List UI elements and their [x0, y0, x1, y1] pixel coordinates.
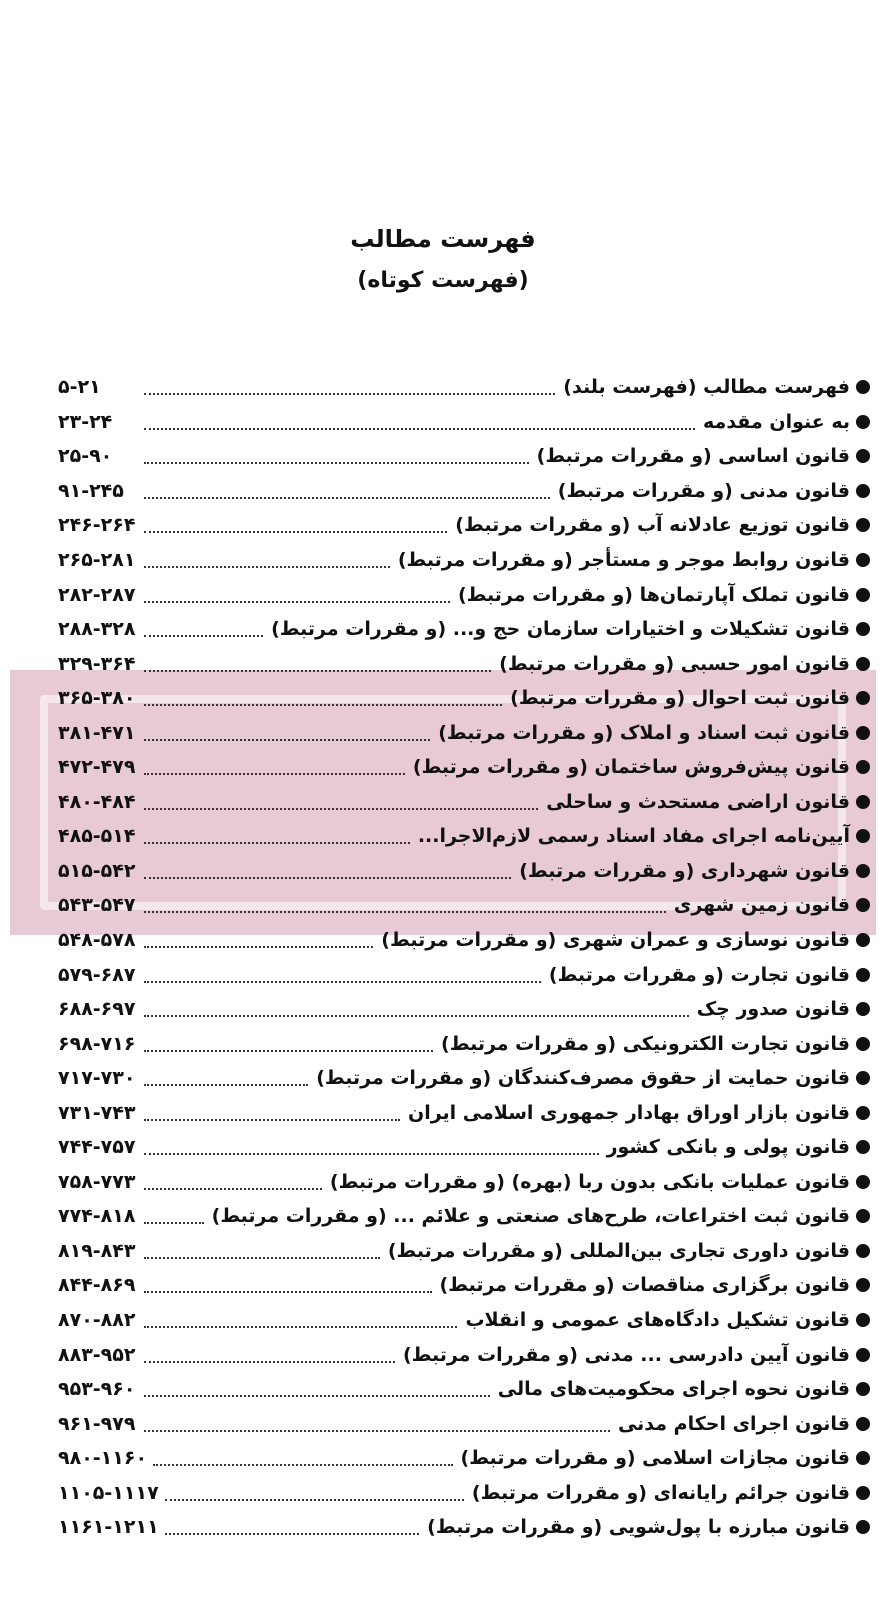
dot-leader — [144, 566, 390, 568]
bullet-icon — [856, 1313, 870, 1327]
dot-leader — [144, 842, 410, 844]
bullet-icon — [856, 1520, 870, 1534]
bullet-icon — [856, 1417, 870, 1431]
toc-entry — [58, 1337, 870, 1372]
bullet-icon — [856, 588, 870, 602]
dot-leader — [144, 808, 538, 810]
toc-entry-title: قانون ثبت احوال (و مقررات مرتبط) — [510, 687, 850, 710]
bullet-icon — [856, 1037, 870, 1051]
toc-entry-pages: ۵۷۹-۶۸۷ — [58, 963, 136, 986]
bullet-icon — [856, 657, 870, 671]
dot-leader — [144, 1015, 689, 1017]
toc-entry-pages: ۵۴۳-۵۴۷ — [58, 894, 136, 917]
toc-entry-pages: ۱۱۶۱-۱۲۱۱ — [58, 1516, 159, 1539]
toc-entry-title: قانون بازار اوراق بهادار جمهوری اسلامی ایران — [407, 1101, 850, 1124]
dot-leader — [144, 462, 529, 464]
toc-entry-pages: ۷۱۷-۷۳۰ — [58, 1067, 136, 1090]
dot-leader — [144, 1291, 432, 1293]
dot-leader — [144, 739, 430, 741]
bullet-icon — [856, 622, 870, 636]
bullet-icon — [856, 1451, 870, 1465]
toc-entry — [58, 1199, 870, 1234]
toc-entry — [58, 577, 870, 612]
toc-entry-pages: ۲۳-۲۴ — [58, 410, 113, 433]
toc-entry — [58, 715, 870, 750]
toc-entry-pages: ۵-۲۱ — [58, 376, 101, 399]
bullet-icon — [856, 1209, 870, 1223]
toc-entry-pages: ۱۱۰۵-۱۱۱۷ — [58, 1481, 159, 1504]
toc-entry-pages: ۳۶۵-۳۸۰ — [58, 687, 136, 710]
bullet-icon — [856, 1140, 870, 1154]
toc-entry — [58, 1268, 870, 1303]
toc-entry-pages: ۷۵۸-۷۷۳ — [58, 1170, 136, 1193]
toc-entry-pages: ۹۸۰-۱۱۶۰ — [58, 1447, 148, 1470]
toc-entry-pages: ۳۲۹-۳۶۴ — [58, 652, 136, 675]
toc-entry-title: قانون عملیات بانکی بدون ربا (بهره) (و مقررات مرتبط) — [329, 1170, 850, 1193]
toc-entry — [58, 1510, 870, 1545]
dot-leader — [144, 1084, 308, 1086]
bullet-icon — [856, 518, 870, 532]
toc-entry-title: قانون مبارزه با پول‌شویی (و مقررات مرتبط) — [427, 1516, 850, 1539]
dot-leader — [153, 1464, 452, 1466]
toc-entry — [58, 474, 870, 509]
toc-entry-title: قانون شهرداری (و مقررات مرتبط) — [519, 859, 850, 882]
toc-entry-pages: ۸۸۳-۹۵۲ — [58, 1343, 136, 1366]
toc-entry-pages: ۲۸۲-۲۸۷ — [58, 583, 136, 606]
bullet-icon — [856, 484, 870, 498]
toc-entry — [58, 785, 870, 820]
page-subtitle: (فهرست کوتاه) — [357, 268, 529, 293]
bullet-icon — [856, 795, 870, 809]
toc-entry — [58, 1061, 870, 1096]
toc-entry-title: قانون ثبت اختراعات، طرح‌های صنعتی و علائم ... (و مقررات مرتبط) — [211, 1205, 850, 1228]
toc-entry-pages: ۶۸۸-۶۹۷ — [58, 998, 136, 1021]
toc-entry — [58, 1476, 870, 1511]
dot-leader — [144, 1119, 400, 1121]
toc-entry-title: قانون پیش‌فروش ساختمان (و مقررات مرتبط) — [412, 756, 850, 779]
dot-leader — [144, 1326, 457, 1328]
toc-entry-title: قانون مجازات اسلامی (و مقررات مرتبط) — [460, 1447, 850, 1470]
bullet-icon — [856, 380, 870, 394]
toc-entry — [58, 405, 870, 440]
toc-entry — [58, 1441, 870, 1476]
toc-entry-pages: ۷۷۴-۸۱۸ — [58, 1205, 136, 1228]
toc-entry-title: قانون تشکیلات و اختیارات سازمان حج و... (و مقررات مرتبط) — [271, 618, 850, 641]
bullet-icon — [856, 1382, 870, 1396]
toc-entry-title: قانون تشکیل دادگاه‌های عمومی و انقلاب — [465, 1309, 850, 1332]
toc-entry — [58, 1372, 870, 1407]
dot-leader — [144, 635, 263, 637]
dot-leader — [144, 1430, 610, 1432]
toc-entry-pages: ۵۴۸-۵۷۸ — [58, 929, 136, 952]
bullet-icon — [856, 898, 870, 912]
toc-entry-title: قانون جرائم رایانه‌ای (و مقررات مرتبط) — [471, 1481, 850, 1504]
toc-entry-title: قانون امور حسبی (و مقررات مرتبط) — [499, 652, 850, 675]
toc-entry — [58, 508, 870, 543]
toc-entry-pages: ۲۸۸-۳۲۸ — [58, 618, 136, 641]
toc-entry-pages: ۸۴۴-۸۶۹ — [58, 1274, 136, 1297]
dot-leader — [144, 981, 541, 983]
dot-leader — [144, 1188, 322, 1190]
toc-entry-title: قانون صدور چک — [696, 998, 850, 1021]
toc-entry — [58, 1026, 870, 1061]
dot-leader — [144, 911, 666, 913]
bullet-icon — [856, 1002, 870, 1016]
toc-entry-title: قانون آیین دادرسی ... مدنی (و مقررات مرتبط) — [402, 1343, 850, 1366]
bullet-icon — [856, 726, 870, 740]
toc-entry-title: قانون برگزاری مناقصات (و مقررات مرتبط) — [439, 1274, 850, 1297]
toc-entry — [58, 923, 870, 958]
toc-entry-title: قانون اساسی (و مقررات مرتبط) — [536, 445, 850, 468]
dot-leader — [144, 1153, 599, 1155]
bullet-icon — [856, 1486, 870, 1500]
dot-leader — [144, 601, 450, 603]
bullet-icon — [856, 691, 870, 705]
dot-leader — [144, 428, 695, 430]
toc-entry-title: قانون نوسازی و عمران شهری (و مقررات مرتبط) — [381, 929, 850, 952]
toc-entry — [58, 439, 870, 474]
toc-entry-title: قانون نحوه اجرای محکومیت‌های مالی — [497, 1378, 850, 1401]
toc-entry — [58, 1234, 870, 1269]
bullet-icon — [856, 1071, 870, 1085]
toc-entry-pages: ۲۵-۹۰ — [58, 445, 113, 468]
toc-entry-title: قانون زمین شهری — [673, 894, 850, 917]
toc-entry-pages: ۵۱۵-۵۴۲ — [58, 859, 136, 882]
toc-entry-pages: ۹۱-۲۴۵ — [58, 479, 124, 502]
dot-leader — [144, 393, 555, 395]
dot-leader — [144, 1395, 490, 1397]
toc-entry — [58, 819, 870, 854]
toc-entry-pages: ۷۳۱-۷۴۳ — [58, 1101, 136, 1124]
dot-leader — [144, 1257, 380, 1259]
toc-entry-pages: ۸۱۹-۸۴۳ — [58, 1239, 136, 1262]
bullet-icon — [856, 1106, 870, 1120]
toc-entry-pages: ۴۸۰-۴۸۴ — [58, 790, 136, 813]
toc-entry-title: قانون پولی و بانکی کشور — [606, 1136, 850, 1159]
toc-entry — [58, 750, 870, 785]
toc-entry-pages: ۳۸۱-۴۷۱ — [58, 721, 136, 744]
toc-entry-pages: ۹۶۱-۹۷۹ — [58, 1412, 136, 1435]
toc-entry — [58, 1130, 870, 1165]
page-title: فهرست مطالب — [350, 225, 536, 253]
toc-entry — [58, 646, 870, 681]
bullet-icon — [856, 864, 870, 878]
table-of-contents — [58, 370, 870, 1545]
toc-entry — [58, 1303, 870, 1338]
toc-entry-title: آیین‌نامه اجرای مفاد اسناد رسمی لازم‌الاجرا... — [417, 825, 850, 848]
toc-entry-pages: ۴۷۲-۴۷۹ — [58, 756, 136, 779]
toc-entry-title: قانون اراضی مستحدث و ساحلی — [546, 790, 850, 813]
bullet-icon — [856, 760, 870, 774]
toc-entry-title: قانون ثبت اسناد و املاک (و مقررات مرتبط) — [438, 721, 850, 744]
dot-leader — [144, 1050, 433, 1052]
toc-entry — [58, 370, 870, 405]
toc-entry-title: قانون حمایت از حقوق مصرف‌کنندگان (و مقررات مرتبط) — [316, 1067, 850, 1090]
toc-entry-pages: ۴۸۵-۵۱۴ — [58, 825, 136, 848]
bullet-icon — [856, 1278, 870, 1292]
toc-entry-title: قانون داوری تجاری بین‌المللی (و مقررات مرتبط) — [387, 1239, 850, 1262]
toc-entry-pages: ۲۶۵-۲۸۱ — [58, 549, 136, 571]
bullet-icon — [856, 829, 870, 843]
bullet-icon — [856, 415, 870, 429]
dot-leader — [165, 1499, 464, 1501]
bullet-icon — [856, 1348, 870, 1362]
toc-entry-title: قانون تجارت الکترونیکی (و مقررات مرتبط) — [441, 1032, 850, 1055]
bullet-icon — [856, 968, 870, 982]
bullet-icon — [856, 1175, 870, 1189]
toc-entry-title: قانون تجارت (و مقررات مرتبط) — [548, 963, 850, 986]
toc-entry — [58, 992, 870, 1027]
toc-entry — [58, 612, 870, 647]
toc-entry — [58, 957, 870, 992]
dot-leader — [144, 1222, 204, 1224]
bullet-icon — [856, 449, 870, 463]
dot-leader — [144, 1361, 395, 1363]
toc-entry — [58, 681, 870, 716]
dot-leader — [144, 946, 373, 948]
toc-entry-title: قانون مدنی (و مقررات مرتبط) — [557, 479, 850, 502]
toc-entry-title: فهرست مطالب (فهرست بلند) — [563, 376, 850, 399]
bullet-icon — [856, 553, 870, 567]
toc-entry — [58, 1095, 870, 1130]
toc-entry-pages: ۹۵۳-۹۶۰ — [58, 1378, 136, 1401]
toc-entry-pages: ۷۴۴-۷۵۷ — [58, 1136, 136, 1159]
toc-entry-title: قانون توزیع عادلانه آب (و مقررات مرتبط) — [455, 514, 850, 537]
toc-entry-pages: ۸۷۰-۸۸۲ — [58, 1309, 136, 1332]
toc-entry — [58, 1406, 870, 1441]
dot-leader — [144, 497, 550, 499]
dot-leader — [144, 773, 405, 775]
toc-entry — [58, 888, 870, 923]
dot-leader — [144, 877, 511, 879]
dot-leader — [165, 1533, 420, 1535]
toc-entry-pages: ۲۴۶-۲۶۴ — [58, 514, 136, 537]
dot-leader — [144, 704, 502, 706]
toc-entry — [58, 1165, 870, 1200]
toc-entry-title: قانون اجرای احکام مدنی — [617, 1412, 850, 1435]
bullet-icon — [856, 933, 870, 947]
bullet-icon — [856, 1244, 870, 1258]
dot-leader — [144, 670, 491, 672]
toc-entry — [58, 543, 870, 578]
toc-entry-title: به عنوان مقدمه — [703, 410, 850, 433]
toc-entry-title: قانون تملک آپارتمان‌ها (و مقررات مرتبط) — [457, 583, 850, 606]
toc-entry — [58, 854, 870, 889]
toc-entry-title: قانون روابط موجر و مستأجر (و مقررات مرتبط) — [397, 549, 850, 571]
dot-leader — [144, 531, 447, 533]
toc-entry-pages: ۶۹۸-۷۱۶ — [58, 1032, 136, 1055]
